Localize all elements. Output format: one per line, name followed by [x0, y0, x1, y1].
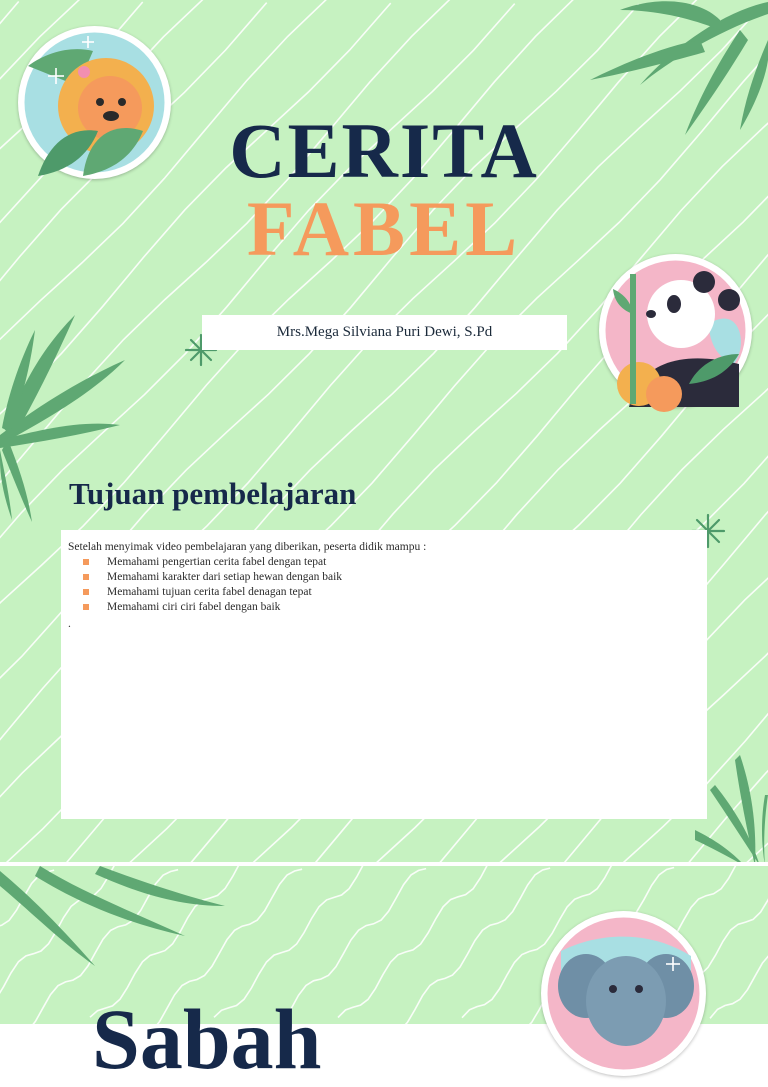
title-line-2: FABEL: [246, 185, 522, 272]
bullet-icon: [83, 574, 89, 580]
bullet-icon: [83, 604, 89, 610]
wave-line: [400, 868, 550, 1030]
objectives-text-box[interactable]: [61, 530, 707, 819]
title-line-1: CERITA: [229, 107, 539, 194]
next-slide-title: Sabah: [92, 991, 322, 1087]
wave-line: [338, 864, 488, 1018]
section-heading: Tujuan pembelajaran: [69, 476, 357, 511]
list-item: Memahami tujuan cerita fabel denagan tepat: [68, 585, 700, 600]
slide-next: [0, 866, 768, 1087]
author-name: Mrs.Mega Silviana Puri Dewi, S.Pd: [276, 324, 493, 340]
author-label: [202, 315, 567, 350]
trailing-text: .: [68, 618, 71, 630]
list-item: Memahami pengertian cerita fabel dengan tepat: [68, 555, 700, 570]
list-item: Memahami karakter dari setiap hewan dengan baik: [68, 570, 700, 585]
bullet-icon: [83, 589, 89, 595]
objectives-list: [68, 555, 700, 615]
panda-sticker-icon: [599, 254, 752, 407]
wave-line: [710, 865, 768, 1018]
objectives-intro: Setelah menyimak video pembelajaran yang diberikan, peserta didik mampu :: [68, 541, 427, 553]
leaf-icon: [0, 866, 230, 976]
bullet-icon: [83, 559, 89, 565]
list-item: Memahami ciri ciri fabel dengan baik: [68, 600, 700, 615]
elephant-sticker-icon: [541, 911, 706, 1076]
